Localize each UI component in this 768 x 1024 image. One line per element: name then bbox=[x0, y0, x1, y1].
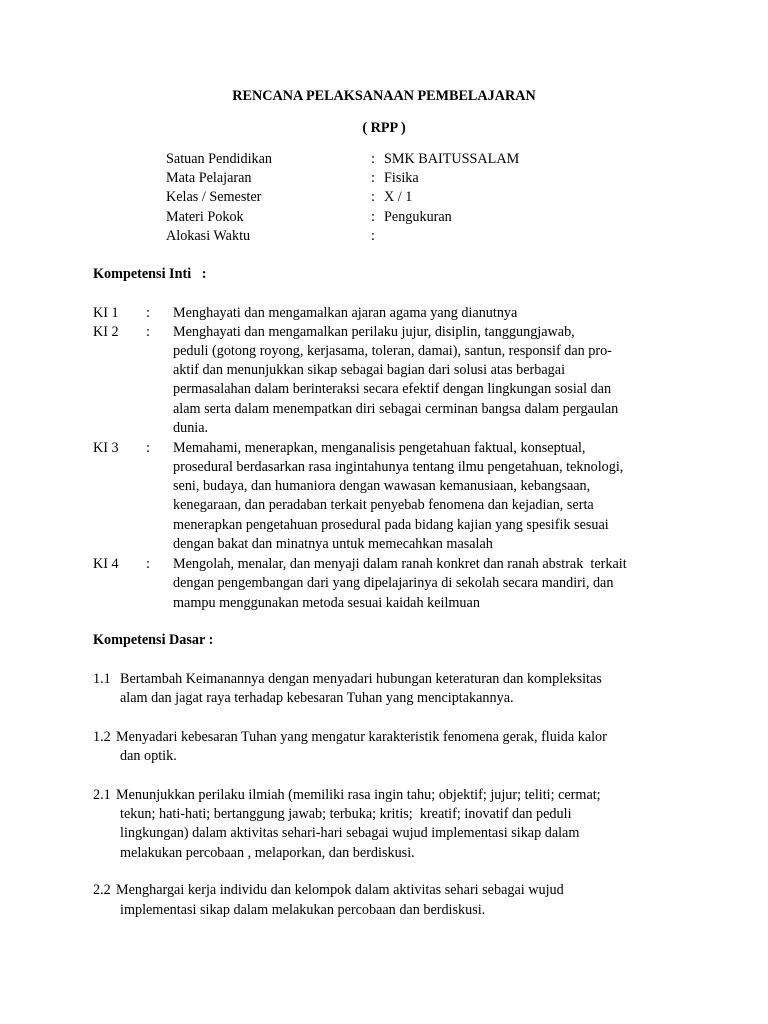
ki-separator: : bbox=[146, 305, 150, 321]
section-heading-kompetensi-dasar: Kompetensi Dasar : bbox=[93, 632, 214, 648]
ki-line: Menghayati dan mengamalkan ajaran agama yang dianutnya bbox=[173, 305, 518, 321]
ki-line: permasalahan dalam berinteraksi secara efektif dengan lingkungan sosial dan bbox=[173, 381, 612, 397]
ki-line: Memahami, menerapkan, menganalisis pengetahuan faktual, konseptual, bbox=[173, 440, 586, 456]
ki-separator: : bbox=[146, 324, 150, 340]
kd-line: alam dan jagat raya terhadap kebesaran Tuhan yang menciptakannya. bbox=[120, 690, 514, 706]
identity-label: Kelas / Semester bbox=[166, 189, 262, 205]
ki-line: aktif dan menunjukkan sikap sebagai bagian dari solusi atas berbagai bbox=[173, 362, 566, 378]
kd-line: tekun; hati-hati; bertanggung jawab; terbuka; kritis; kreatif; inovatif dan peduli bbox=[120, 806, 572, 822]
kd-number: 2.2 bbox=[93, 882, 111, 898]
kd-line: Menunjukkan perilaku ilmiah (memiliki rasa ingin tahu; objektif; jujur; teliti; cermat; bbox=[116, 787, 601, 803]
ki-code: KI 3 bbox=[93, 440, 119, 456]
kd-number: 2.1 bbox=[93, 787, 111, 803]
identity-separator: : bbox=[371, 151, 375, 167]
page-subtitle: ( RPP ) bbox=[362, 120, 406, 136]
ki-separator: : bbox=[146, 440, 150, 456]
ki-code: KI 2 bbox=[93, 324, 119, 340]
ki-line: seni, budaya, dan humaniora dengan wawasan kemanusiaan, kebangsaan, bbox=[173, 478, 591, 494]
ki-separator: : bbox=[146, 556, 150, 572]
identity-separator: : bbox=[371, 209, 375, 225]
ki-code: KI 4 bbox=[93, 556, 119, 572]
ki-code: KI 1 bbox=[93, 305, 119, 321]
ki-line: alam serta dalam menempatkan diri sebagai cerminan bangsa dalam pergaulan bbox=[173, 401, 619, 417]
ki-line: dengan pengembangan dari yang dipelajarinya di sekolah secara mandiri, dan bbox=[173, 575, 614, 591]
ki-line: kenegaraan, dan peradaban terkait penyebab fenomena dan kejadian, serta bbox=[173, 497, 594, 513]
kd-number: 1.1 bbox=[93, 671, 111, 687]
ki-line: peduli (gotong royong, kerjasama, toleran, damai), santun, responsif dan pro- bbox=[173, 343, 612, 359]
ki-line: menerapkan pengetahuan prosedural pada bidang kajian yang spesifik sesuai bbox=[173, 517, 609, 533]
identity-value: X / 1 bbox=[384, 189, 413, 205]
page-title: RENCANA PELAKSANAAN PEMBELAJARAN bbox=[232, 88, 536, 104]
identity-value: Fisika bbox=[384, 170, 419, 186]
kd-line: Menghargai kerja individu dan kelompok dalam aktivitas sehari sebagai wujud bbox=[116, 882, 564, 898]
kd-line: Bertambah Keimanannya dengan menyadari hubungan keteraturan dan kompleksitas bbox=[120, 671, 602, 687]
kd-line: implementasi sikap dalam melakukan percobaan dan berdiskusi. bbox=[120, 902, 486, 918]
ki-line: prosedural berdasarkan rasa ingintahunya tentang ilmu pengetahuan, teknologi, bbox=[173, 459, 624, 475]
identity-value: SMK BAITUSSALAM bbox=[384, 151, 520, 167]
kd-line: melakukan percobaan , melaporkan, dan berdiskusi. bbox=[120, 845, 415, 861]
ki-line: dengan bakat dan minatnya untuk memecahkan masalah bbox=[173, 536, 493, 552]
ki-line: mampu menggunakan metoda sesuai kaidah keilmuan bbox=[173, 595, 480, 611]
identity-separator: : bbox=[371, 189, 375, 205]
identity-label: Materi Pokok bbox=[166, 209, 244, 225]
section-heading-kompetensi-inti: Kompetensi Inti : bbox=[93, 266, 207, 282]
kd-line: dan optik. bbox=[120, 748, 177, 764]
ki-line: dunia. bbox=[173, 420, 209, 436]
identity-label: Mata Pelajaran bbox=[166, 170, 252, 186]
identity-label: Satuan Pendidikan bbox=[166, 151, 272, 167]
ki-line: Menghayati dan mengamalkan perilaku jujur, disiplin, tanggungjawab, bbox=[173, 324, 575, 340]
ki-line: Mengolah, menalar, dan menyaji dalam ranah konkret dan ranah abstrak terkait bbox=[173, 556, 627, 572]
identity-value: Pengukuran bbox=[384, 209, 452, 225]
identity-separator: : bbox=[371, 228, 375, 244]
kd-line: lingkungan) dalam aktivitas sehari-hari sebagai wujud implementasi sikap dalam bbox=[120, 825, 580, 841]
kd-number: 1.2 bbox=[93, 729, 111, 745]
identity-separator: : bbox=[371, 170, 375, 186]
kd-line: Menyadari kebesaran Tuhan yang mengatur karakteristik fenomena gerak, fluida kalor bbox=[116, 729, 607, 745]
identity-label: Alokasi Waktu bbox=[166, 228, 251, 244]
